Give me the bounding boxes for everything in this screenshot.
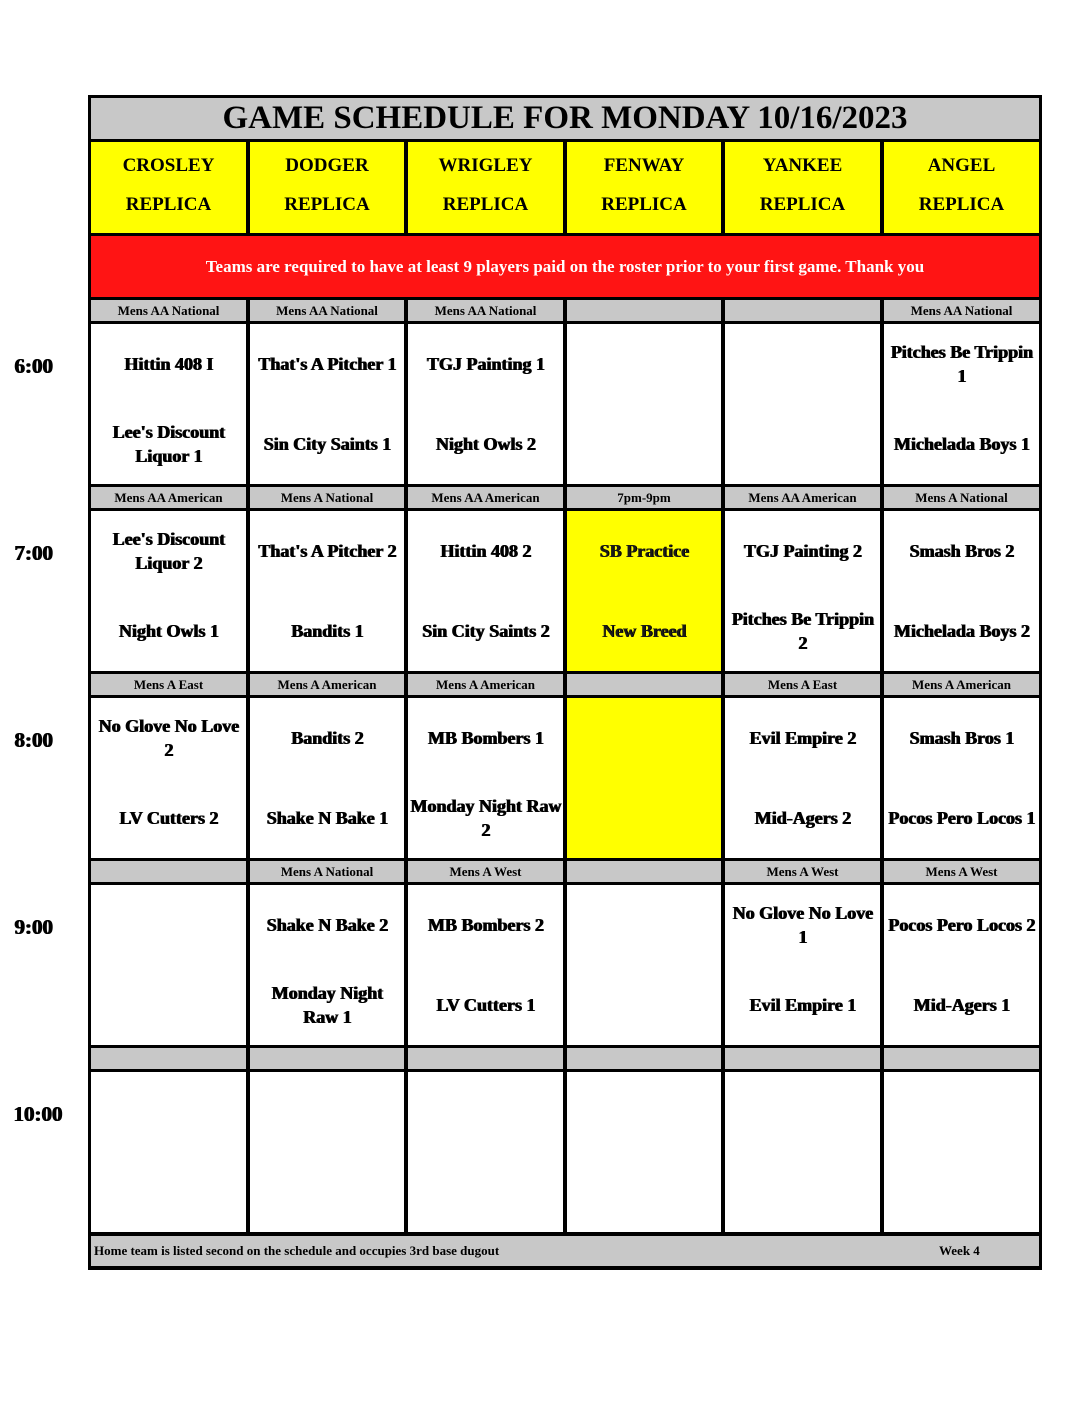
week-label: Week 4 <box>939 1243 980 1258</box>
home-team: Michelada Boys 1 <box>893 433 1030 454</box>
game-cell <box>250 885 404 1045</box>
division-label: Mens AA American <box>725 487 880 508</box>
home-team: Lee's Discount Liquor 1 <box>112 421 225 466</box>
division-label <box>567 861 721 882</box>
away-team: MB Bombers 1 <box>427 727 544 748</box>
home-team <box>567 778 721 858</box>
home-team: New Breed <box>601 620 687 641</box>
away-team: TGJ Painting 1 <box>426 353 545 374</box>
division-label <box>725 300 880 321</box>
division-label: Mens A West <box>408 861 563 882</box>
away-team <box>567 324 721 404</box>
field-type: REPLICA <box>125 194 212 216</box>
time-label: 6:00 <box>14 354 53 378</box>
field-type: REPLICA <box>601 194 687 216</box>
field-type: REPLICA <box>442 194 529 216</box>
away-team: That's A Pitcher 1 <box>257 353 397 374</box>
game-cell <box>725 511 880 671</box>
home-team: Michelada Boys 2 <box>893 620 1030 641</box>
game-cell <box>725 1072 880 1232</box>
away-team: Pocos Pero Locos 2 <box>887 914 1036 935</box>
division-label: Mens AA National <box>884 300 1039 321</box>
field-header-angel <box>884 142 1039 233</box>
game-cell <box>884 511 1039 671</box>
game-cell <box>91 511 246 671</box>
game-cell <box>408 511 563 671</box>
time-label: 8:00 <box>14 728 53 752</box>
division-label <box>567 674 721 695</box>
home-team: Monday Night Raw 1 <box>271 982 383 1027</box>
home-team: Shake N Bake 1 <box>266 807 388 828</box>
division-label <box>91 861 246 882</box>
game-cell <box>567 885 721 1045</box>
field-header-crosley <box>91 142 246 233</box>
game-cell <box>408 885 563 1045</box>
division-label: Mens AA National <box>408 300 563 321</box>
game-cell <box>725 885 880 1045</box>
division-label: Mens A East <box>91 674 246 695</box>
field-name: CROSLEY <box>122 154 215 176</box>
away-team: Bandits 2 <box>290 727 364 748</box>
away-team: No Glove No Love 1 <box>732 902 873 947</box>
away-team: That's A Pitcher 2 <box>257 540 397 561</box>
field-header-yankee <box>725 142 880 233</box>
away-team: MB Bombers 2 <box>427 914 544 935</box>
division-label: Mens A West <box>725 861 880 882</box>
schedule-table <box>88 95 1042 1270</box>
game-cell <box>567 698 721 858</box>
home-team <box>91 965 246 1045</box>
game-cell <box>250 698 404 858</box>
home-team <box>567 404 721 484</box>
away-team: Smash Bros 1 <box>909 727 1014 748</box>
game-cell <box>884 698 1039 858</box>
home-team <box>567 1152 721 1232</box>
game-cell <box>567 324 721 484</box>
division-label: Mens A National <box>250 487 404 508</box>
game-cell <box>408 698 563 858</box>
away-team: No Glove No Love 2 <box>98 715 239 760</box>
game-cell <box>567 1072 721 1232</box>
home-team: Sin City Saints 1 <box>263 433 391 454</box>
home-team <box>250 1152 404 1232</box>
home-team: Mid-Agers 1 <box>913 994 1010 1015</box>
division-label <box>567 300 721 321</box>
field-name: WRIGLEY <box>438 154 533 176</box>
home-team: LV Cutters 1 <box>435 994 535 1015</box>
time-label: 7:00 <box>14 541 53 565</box>
away-team: TGJ Painting 2 <box>743 540 862 561</box>
game-cell <box>884 324 1039 484</box>
away-team: Evil Empire 2 <box>749 727 856 748</box>
division-label: Mens A National <box>250 861 404 882</box>
game-cell <box>91 1072 246 1232</box>
schedule-title: GAME SCHEDULE FOR MONDAY 10/16/2023 <box>91 98 1039 139</box>
time-label: 9:00 <box>14 915 53 939</box>
division-label <box>250 1048 404 1069</box>
home-team <box>408 1152 563 1232</box>
division-label: Mens A American <box>884 674 1039 695</box>
division-label: Mens AA American <box>408 487 563 508</box>
field-name: FENWAY <box>603 154 685 176</box>
away-team: SB Practice <box>599 540 689 561</box>
field-header-wrigley <box>408 142 563 233</box>
field-type: REPLICA <box>284 194 370 216</box>
home-team: Evil Empire 1 <box>749 994 856 1015</box>
home-team-note: Home team is listed second on the schedule and occupies 3rd base dugout <box>94 1243 500 1258</box>
away-team <box>567 698 721 778</box>
away-team <box>91 885 246 965</box>
game-cell <box>250 511 404 671</box>
away-team: Hittin 408 2 <box>439 540 531 561</box>
home-team <box>725 404 880 484</box>
division-label: Mens AA American <box>91 487 246 508</box>
away-team <box>567 885 721 965</box>
field-type: REPLICA <box>759 194 846 216</box>
division-label: Mens AA National <box>91 300 246 321</box>
field-name: DODGER <box>285 154 369 176</box>
schedule-footer <box>91 1236 1039 1266</box>
game-cell <box>250 1072 404 1232</box>
division-label: Mens A American <box>408 674 563 695</box>
division-label <box>884 1048 1039 1069</box>
game-cell <box>91 324 246 484</box>
division-label: Mens A East <box>725 674 880 695</box>
home-team: Bandits 1 <box>290 620 364 641</box>
home-team: Night Owls 1 <box>118 620 219 641</box>
division-label <box>408 1048 563 1069</box>
away-team <box>884 1072 1039 1152</box>
division-label <box>567 1048 721 1069</box>
game-cell <box>250 324 404 484</box>
home-team: Sin City Saints 2 <box>421 620 550 641</box>
division-label: Mens AA National <box>250 300 404 321</box>
division-label: Mens A National <box>884 487 1039 508</box>
time-label: 10:00 <box>13 1102 62 1126</box>
home-team: Pitches Be Trippin 2 <box>731 608 874 653</box>
away-team <box>725 324 880 404</box>
away-team: Lee's Discount Liquor 2 <box>112 528 225 573</box>
game-cell <box>91 698 246 858</box>
away-team <box>567 1072 721 1152</box>
field-name: YANKEE <box>762 154 843 176</box>
field-type: REPLICA <box>918 194 1005 216</box>
division-label <box>725 1048 880 1069</box>
home-team: Mid-Agers 2 <box>754 807 851 828</box>
home-team: Night Owls 2 <box>435 433 536 454</box>
game-cell <box>725 698 880 858</box>
away-team: Hittin 408 I <box>123 353 213 374</box>
home-team <box>567 965 721 1045</box>
home-team <box>725 1152 880 1232</box>
away-team <box>408 1072 563 1152</box>
field-name: ANGEL <box>927 154 996 176</box>
division-label: 7pm-9pm <box>567 487 721 508</box>
away-team <box>725 1072 880 1152</box>
away-team <box>91 1072 246 1152</box>
division-label <box>91 1048 246 1069</box>
home-team <box>884 1152 1039 1232</box>
division-label: Mens A American <box>250 674 404 695</box>
away-team: Smash Bros 2 <box>909 540 1014 561</box>
division-label: Mens A West <box>884 861 1039 882</box>
home-team: Pocos Pero Locos 1 <box>887 807 1036 828</box>
game-cell <box>725 324 880 484</box>
away-team <box>250 1072 404 1152</box>
game-cell <box>884 1072 1039 1232</box>
game-cell <box>408 1072 563 1232</box>
away-team: Shake N Bake 2 <box>266 914 388 935</box>
game-cell <box>567 511 721 671</box>
home-team: Monday Night Raw 2 <box>410 795 562 840</box>
away-team: Pitches Be Trippin 1 <box>890 341 1033 386</box>
field-header-fenway <box>567 142 721 233</box>
roster-notice: Teams are required to have at least 9 players paid on the roster prior to your first game. Thank you <box>91 236 1039 297</box>
home-team <box>91 1152 246 1232</box>
home-team: LV Cutters 2 <box>118 807 218 828</box>
game-cell <box>884 885 1039 1045</box>
field-header-dodger <box>250 142 404 233</box>
game-cell <box>408 324 563 484</box>
game-cell <box>91 885 246 1045</box>
